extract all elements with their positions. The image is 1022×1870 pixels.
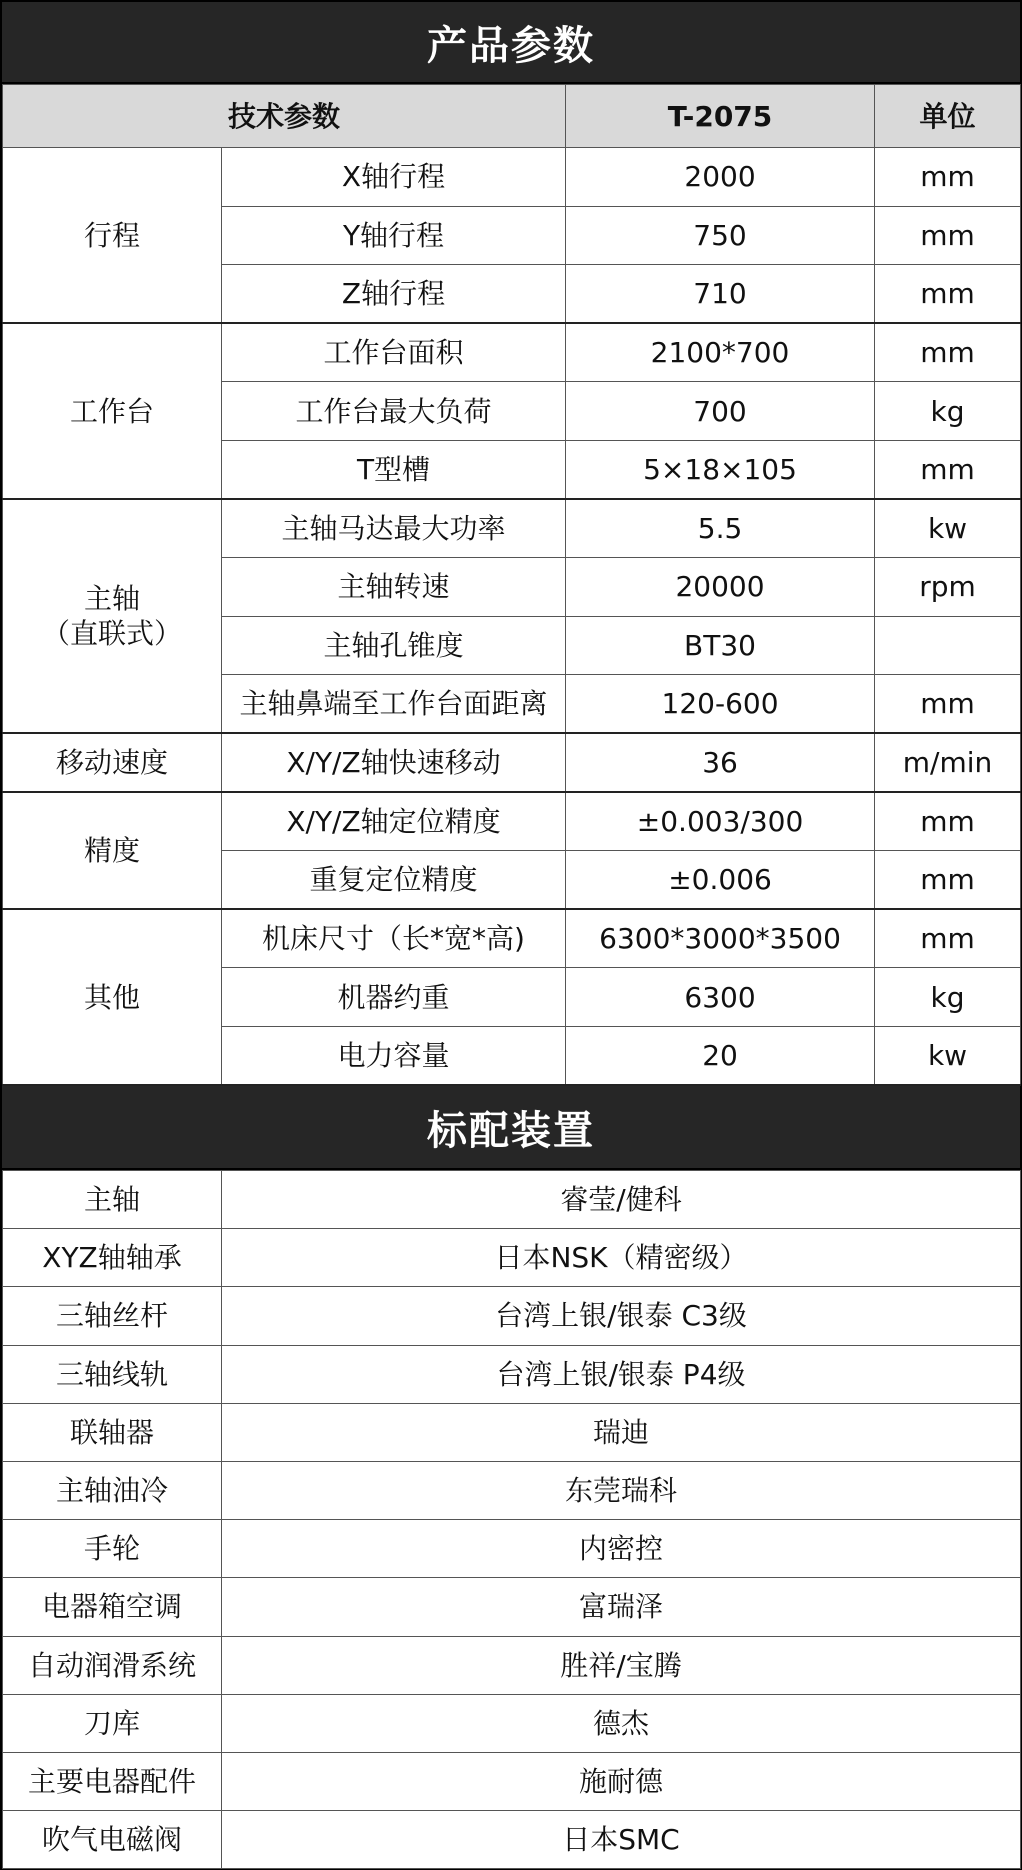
value-cell: 5×18×105 (566, 440, 875, 499)
param-cell: 电力容量 (222, 1026, 566, 1085)
spec-row (3, 792, 1021, 851)
standard-item-cell: 联轴器 (3, 1403, 222, 1461)
standard-item-cell: 刀库 (3, 1694, 222, 1752)
standard-row (3, 1229, 1021, 1287)
group-name: 移动速度 (55, 746, 168, 780)
value-cell: ±0.003/300 (566, 792, 875, 851)
standard-value-cell: 台湾上银/银泰 P4级 (222, 1345, 1021, 1403)
standard-value-cell: 日本NSK（精密级） (222, 1229, 1021, 1287)
header-spec: 技术参数 (3, 85, 566, 148)
param-cell: T型槽 (222, 440, 566, 499)
unit-cell: mm (875, 206, 1021, 265)
standard-row (3, 1461, 1021, 1519)
group-label (3, 323, 222, 499)
unit-cell: mm (875, 440, 1021, 499)
standard-row (3, 1287, 1021, 1345)
standard-row (3, 1171, 1021, 1229)
standard-body (3, 1171, 1021, 1869)
unit-cell: mm (875, 675, 1021, 734)
header-model: T-2075 (566, 85, 875, 148)
param-cell: X轴行程 (222, 148, 566, 207)
standard-row (3, 1403, 1021, 1461)
value-cell: 20 (566, 1026, 875, 1085)
standard-item-cell: 三轴丝杆 (3, 1287, 222, 1345)
params-table (2, 84, 1021, 1086)
standard-item-cell: 手轮 (3, 1520, 222, 1578)
value-cell: BT30 (566, 616, 875, 675)
param-cell: 主轴马达最大功率 (222, 499, 566, 558)
standard-row (3, 1520, 1021, 1578)
param-cell: 重复定位精度 (222, 851, 566, 910)
standard-value-cell: 富瑞泽 (222, 1578, 1021, 1636)
standard-value-cell: 德杰 (222, 1694, 1021, 1752)
group-label (3, 733, 222, 792)
group-name: 主轴 (83, 582, 140, 616)
standard-value-cell: 东莞瑞科 (222, 1461, 1021, 1519)
standard-table (2, 1170, 1021, 1869)
value-cell: 36 (566, 733, 875, 792)
value-cell: 120-600 (566, 675, 875, 734)
unit-cell: kw (875, 499, 1021, 558)
unit-cell: kg (875, 968, 1021, 1027)
value-cell: 2000 (566, 148, 875, 207)
unit-cell: mm (875, 265, 1021, 324)
value-cell: 20000 (566, 558, 875, 617)
standard-value-cell: 瑞迪 (222, 1403, 1021, 1461)
value-cell: 710 (566, 265, 875, 324)
spec-row (3, 323, 1021, 382)
standard-value-cell: 施耐德 (222, 1752, 1021, 1810)
value-cell: 2100*700 (566, 323, 875, 382)
standard-item-cell: 主轴 (3, 1171, 222, 1229)
unit-cell: mm (875, 909, 1021, 968)
spec-row (3, 148, 1021, 207)
value-cell: 5.5 (566, 499, 875, 558)
standard-item-cell: 三轴线轨 (3, 1345, 222, 1403)
group-name: 行程 (83, 218, 140, 252)
param-cell: 机器约重 (222, 968, 566, 1027)
standard-item-cell: 主轴油冷 (3, 1461, 222, 1519)
header-unit: 单位 (875, 85, 1021, 148)
group-name: 精度 (83, 834, 140, 868)
standard-row (3, 1752, 1021, 1810)
value-cell: 6300*3000*3500 (566, 909, 875, 968)
value-cell: 750 (566, 206, 875, 265)
param-cell: 主轴鼻端至工作台面距离 (222, 675, 566, 734)
standard-row (3, 1345, 1021, 1403)
standard-item-cell: 主要电器配件 (3, 1752, 222, 1810)
group-name-line2: （直联式） (41, 617, 182, 651)
param-cell: 工作台面积 (222, 323, 566, 382)
param-cell: Y轴行程 (222, 206, 566, 265)
group-label (3, 499, 222, 733)
param-cell: 主轴孔锥度 (222, 616, 566, 675)
unit-cell: kw (875, 1026, 1021, 1085)
param-cell: X/Y/Z轴定位精度 (222, 792, 566, 851)
group-name: 其他 (83, 980, 140, 1014)
params-body (3, 148, 1021, 1086)
standard-title: 标配装置 (2, 1086, 1020, 1170)
standard-row (3, 1578, 1021, 1636)
standard-item-cell: XYZ轴轴承 (3, 1229, 222, 1287)
standard-item-cell: 电器箱空调 (3, 1578, 222, 1636)
param-cell: X/Y/Z轴快速移动 (222, 733, 566, 792)
params-title: 产品参数 (2, 2, 1020, 84)
group-label (3, 792, 222, 909)
standard-item-cell: 自动润滑系统 (3, 1636, 222, 1694)
standard-row (3, 1694, 1021, 1752)
param-cell: 机床尺寸（长*宽*高) (222, 909, 566, 968)
spec-row (3, 499, 1021, 558)
spec-row (3, 733, 1021, 792)
standard-value-cell: 胜祥/宝腾 (222, 1636, 1021, 1694)
standard-value-cell: 台湾上银/银泰 C3级 (222, 1287, 1021, 1345)
standard-row (3, 1811, 1021, 1869)
group-name: 工作台 (69, 394, 154, 428)
unit-cell (875, 616, 1021, 675)
standard-row (3, 1636, 1021, 1694)
params-header-row (3, 85, 1021, 148)
unit-cell: m/min (875, 733, 1021, 792)
value-cell: 700 (566, 382, 875, 441)
standard-item-cell: 吹气电磁阀 (3, 1811, 222, 1869)
standard-value-cell: 内密控 (222, 1520, 1021, 1578)
spec-row (3, 909, 1021, 968)
unit-cell: kg (875, 382, 1021, 441)
param-cell: 主轴转速 (222, 558, 566, 617)
unit-cell: rpm (875, 558, 1021, 617)
group-label (3, 148, 222, 324)
value-cell: ±0.006 (566, 851, 875, 910)
param-cell: Z轴行程 (222, 265, 566, 324)
standard-value-cell: 日本SMC (222, 1811, 1021, 1869)
standard-value-cell: 睿莹/健科 (222, 1171, 1021, 1229)
unit-cell: mm (875, 792, 1021, 851)
group-label (3, 909, 222, 1085)
unit-cell: mm (875, 148, 1021, 207)
value-cell: 6300 (566, 968, 875, 1027)
unit-cell: mm (875, 851, 1021, 910)
unit-cell: mm (875, 323, 1021, 382)
param-cell: 工作台最大负荷 (222, 382, 566, 441)
